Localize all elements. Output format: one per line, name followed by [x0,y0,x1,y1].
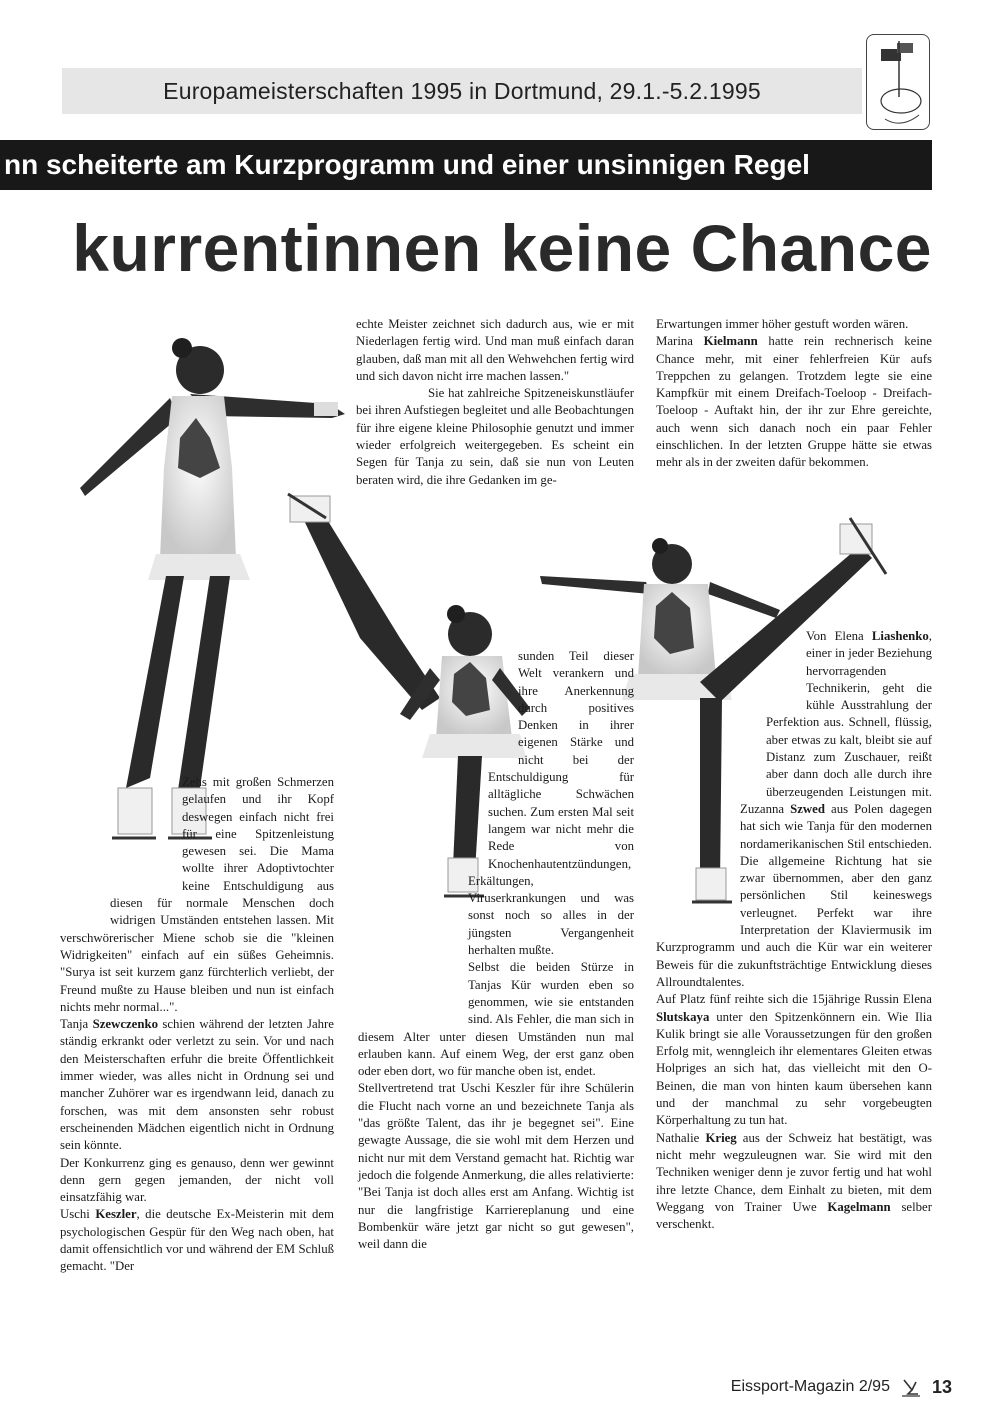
column-3-top [656,316,932,521]
magazine-logo-box [866,34,930,130]
column-3-bottom [656,628,932,1358]
skater-figure-left [80,338,345,838]
skater-name: Slutskaya [656,1009,710,1024]
coach-name: Kagelmann [827,1199,891,1214]
name-text: Von Elena [806,629,864,643]
page-number: 13 [931,1376,952,1397]
paragraph [656,991,932,1129]
body-text: aus der Schweiz hat bestätigt, was nicht mehr wegzuleugnen war. Sie wird mit den Techniken weniger denn je zuvor fertig und hat wohl ihre letzte Chance, dem Einhalt zu bieten, mit dem Weggang von Trainer Uwe [656,1130,932,1214]
event-banner [62,68,862,114]
coach-name: Keszler [95,1207,137,1222]
body-text: , einer in jeder Beziehung hervorragenden Technikerin, geht die kühle Ausstrahlung der Perfektion aus. Schnell, flüssig, aber etwas zu kalt, bleibt sie auf Distanz zum Zuschauer, reißt aber dann doch alle durch ihre überzeugenden Leistungen mit. [766,629,932,799]
paragraph: Der Konkurrenz ging es genauso, denn wer gewinnt denn gern gegen jemanden, der nicht voll einsatzfähig war. [60,1155,334,1205]
paragraph: Selbst die beiden Stürze in Tanjas Kür wurden eben so genommen, wie sie entstanden sind. Als Fehler, die man sich in diesem Alter unter diesen Umständen nun mal erlauben kann. Auf einem Weg, der erst ganz oben oder eben dort, wo für manche oben ist, endet. [358,960,634,1079]
name-text: Tanja [60,1017,89,1032]
name-text: Nathalie [656,1130,700,1145]
paragraph: echte Meister zeichnet sich dadurch aus, wie er mit Niederlagen fertig wird. Und man muß einfach daran glauben, daß man mit all den Wehwehchen fertig wird und sich davon nicht irre machen lassen." [356,317,634,383]
body-text: aus Polen dagegen hat sich wie Tanja für den modernen nordamerikanischen Stil entschieden. Die allgemeine Richtung hat sie zwar übernommen, aber den ganz persönlichen Stil keineswegs verleugnet. Perfekt war ihre Interpretation der Klaviermusik im Kurzprogramm und auch die Kür war ein weiterer Beweis für die zukunftsträchtige Entwicklung dieses Allroundtalentes. [656,801,932,989]
headline-bar [0,140,932,190]
column-1 [60,774,334,1354]
skater-name: Szwed [790,801,825,816]
name-text: Uschi [60,1207,90,1222]
name-text: Marina [656,334,693,349]
skater-name: Krieg [705,1130,737,1145]
paragraph [656,333,932,471]
skater-flag-icon [867,35,931,131]
body-text: Auf Platz fünf reihte sich die 15jährige Russin Elena [656,992,932,1007]
skater-name: Kielmann [703,334,758,349]
column-2-top [356,316,634,578]
skater-icon [900,1376,922,1398]
paragraph: Stellvertretend trat Uschi Keszler für ihre Schülerin die Flucht nach vorne an und bezeichnete Tanja als "das größte Talent, das ihr je begegnet sei". Eine gewagte Aussage, die sie wohl mit dem Herzen und nicht nur mit dem Verstand gemacht hat. Richtig war jedoch die folgende Anmerkung, die alles relativierte: "Bei Tanja ist doch alles erst am Anfang. Wichtig ist nur die langfristige Karriereplanung und eine Bombenkür wäre jetzt gar nicht so gut gewesen", weil dann die [358,1081,634,1252]
paragraph [656,1130,932,1234]
body-text: selber verschenkt. [656,1199,932,1232]
body-text: schien während der letzten Jahre ständig erkrankt oder verletzt zu sein. Vor und nach den Meisterschaften erfuhr die breite Öffentlichkeit immer wieder, was alles nicht in Ordnung sei und mancher Zuhörer war es irgendwann leid, danach zu forschen, was mit dem ansonsten sehr robust erscheinenden Mädchen eigentlich nicht in Ordnung sein könnte. [60,1017,334,1153]
body-text: hatte rein rechnerisch keine Chance mehr, mit einer fehlerfreien Kür aufs Treppchen zu gelangen. Trotzdem legte sie eine Kampfkür mit einem Dreifach-Toeloop - Dreifach-Toeloop - Auftakt hin, der ihr zur Ehre gereichte, auch wenn sich danach noch ein paar Fehler einschlichen. In der letzten Gruppe hätte sie etwas mehr als in der zweiten dafür bekommen. [656,334,932,470]
page-footer [731,1374,952,1400]
event-title: Europameisterschaften 1995 in Dortmund, 29.1.-5.2.1995 [163,77,761,104]
skater-name: Liashenko [871,629,929,643]
magazine-issue: Eissport-Magazin 2/95 [730,1378,890,1395]
body-text: unter den Spitzenkönnern ein. Wie Ilia Kulik bringt sie alle Voraussetzungen für den großen Erfolg mit, wenngleich ihr elementares Gleiten etwas Holpriges an sich hat, das vielleicht mit den O-Beinen, die man von hinten kaum übersehen kann und der manchmal zu sehr vorgebeugten Körperhaltung zu tun hat. [656,1009,932,1128]
body-text: , die deutsche Ex-Meisterin mit dem psychologischen Gespür für den Weg nach oben, hat damit offensichtlich vor und während der EM Schluß gemacht. "Der [60,1207,334,1274]
paragraph [60,1016,334,1154]
name-text: Zuzanna [740,801,785,816]
paragraph: Sie hat zahlreiche Spitzeneiskunstläufer bei ihren Aufstiegen begleitet und alle Beobachtungen für ihre eigene kleine Philosophie genutzt und immer wieder erfolgreich weitergegeben. Es scheint ein Segen für Tanja zu sein, daß sie nun von Leuten beraten wird, die ihre Gedanken im ge- [356,386,634,487]
paragraph: Erwartungen immer höher gestuft worden wären. [656,317,909,331]
headline-text: nn scheiterte am Kurzprogramm und einer unsinnigen Regel [4,149,810,180]
skater-name: Szewczenko [92,1017,158,1032]
column-2-bottom [358,648,634,1358]
paragraph: Zehs mit großen Schmerzen gelaufen und ihr Kopf deswegen einfach nicht frei für eine Spitzenleistung gewesen sei. Die Mama wollte ihrer Adoptivtochter keine Entschuldigung aus diesen für normale Menschen doch widrigen Umständen entstehen lassen. Mit verschwörerischer Miene schob sie die "kleinen Widrigkeiten" einfach auf ein süßes Geheimnis. "Surya ist seit kurzem ganz fürchterlich verliebt, der Freund mußte zu Hause bleiben und nun ist einfach nichts mehr normal...". [60,775,334,1014]
article-title: kurrentinnen keine Chance [72,211,932,285]
paragraph [60,1206,334,1275]
paragraph: sunden Teil dieser Welt verankern und ihre Anerkennung durch positives Denken in ihrer eigenen Stärke und nicht bei der Entschuldigung für alltägliche Schwächen suchen. Zum ersten Mal seit langem war nicht mehr die Rede von Knochenhautentzündungen, Erkältungen, Viruserkrankungen und was sonst noch so alles in der jüngsten Vergangenheit herhalten mußte. [468,649,634,958]
